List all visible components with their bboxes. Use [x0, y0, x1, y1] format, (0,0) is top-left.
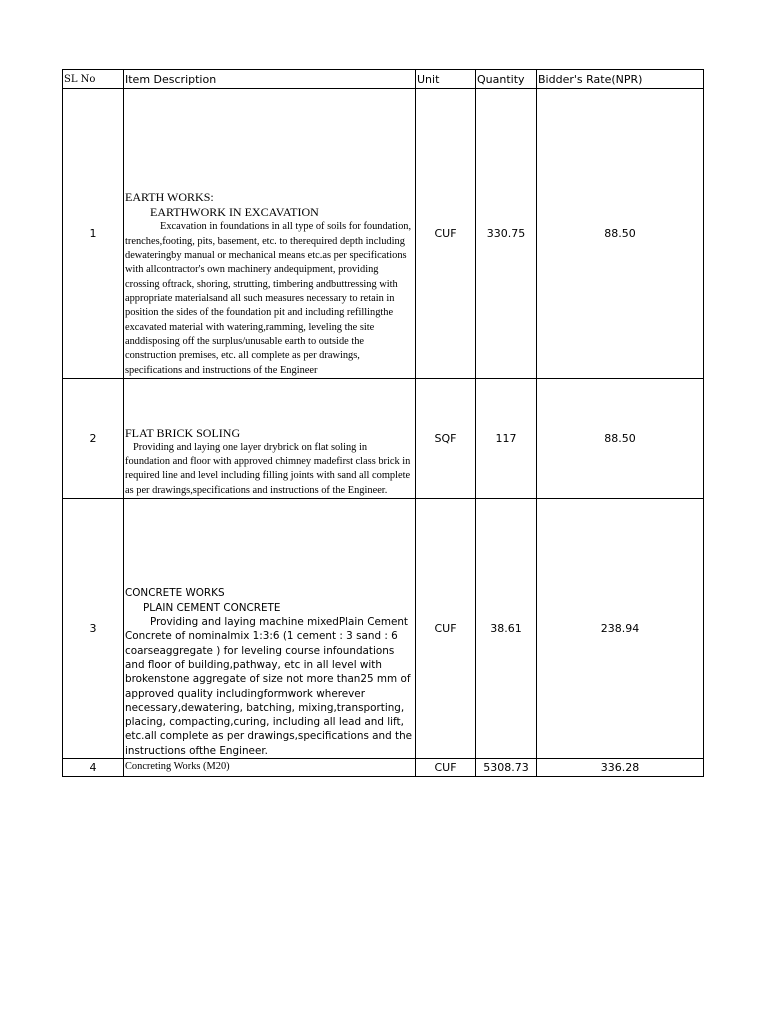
row-rate: 336.28 [537, 759, 704, 777]
header-quantity: Quantity [476, 70, 537, 89]
row-sl-no: 4 [63, 759, 124, 777]
row-unit: CUF [416, 499, 476, 759]
row-sl-no: 2 [63, 379, 124, 499]
row-quantity: 330.75 [476, 89, 537, 379]
row-sl-no: 3 [63, 499, 124, 759]
row-heading: EARTH WORKS: [125, 190, 214, 205]
table-row [63, 759, 704, 777]
row-subheading: PLAIN CEMENT CONCRETE [143, 601, 281, 614]
bill-of-quantities-table [62, 69, 704, 777]
table-row [63, 499, 704, 759]
row-unit: CUF [416, 89, 476, 379]
row-description-cell [124, 499, 416, 759]
row-unit: CUF [416, 759, 476, 777]
header-unit: Unit [416, 70, 476, 89]
row-quantity: 5308.73 [476, 759, 537, 777]
row-sl-no: 1 [63, 89, 124, 379]
row-heading: FLAT BRICK SOLING [125, 425, 241, 440]
row-unit: SQF [416, 379, 476, 499]
header-row [63, 70, 704, 89]
row-rate: 88.50 [537, 89, 704, 379]
table-row [63, 89, 704, 379]
row-description: Providing and laying one layer drybrick on flat soling in foundation and floor with approved chimney madefirst class brick in required line and level including filling joints with sand all complete as per drawings,specifications and instructions of the Engineer. [125, 441, 411, 496]
table-row [63, 379, 704, 499]
row-rate: 88.50 [537, 379, 704, 499]
row-description-cell [124, 379, 416, 499]
row-description: Excavation in foundations in all type of soils for foundation, trenches,footing, pits, basement, etc. to therequired depth including dewateringby manual or mechanical means etc.as per specifications with allcontractor's own machinery andequipment, providing crossing oftrack, shoring, strutting, timbering andbuttressing with appropriate materialsand all such measures necessary to retain in position the sides of the foundation pit and including refillingthe excavated material with watering,ramming, leveling the site anddisposing off the surplus/unusable earth to outside the construction premises, etc. all complete as per drawings, specifications and instructions of the Engineer [125, 221, 412, 376]
row-heading: CONCRETE WORKS [125, 587, 225, 600]
row-heading: Concreting Works (M20) [125, 761, 230, 773]
row-subheading: EARTHWORK IN EXCAVATION [150, 205, 319, 220]
header-sl-no: SL No [63, 70, 124, 89]
row-quantity: 38.61 [476, 499, 537, 759]
row-description-cell [124, 89, 416, 379]
row-quantity: 117 [476, 379, 537, 499]
header-item-description: Item Description [124, 70, 416, 89]
header-rate: Bidder's Rate(NPR) [537, 70, 704, 89]
row-rate: 238.94 [537, 499, 704, 759]
row-description-cell [124, 759, 416, 777]
row-description: Providing and laying machine mixedPlain Cement Concrete of nominalmix 1:3:6 (1 cement : 3 sand : 6 coarseaggregate ) for leveling course infoundations and floor of building,pathway, etc in all level with brokenstone aggregate of size not more than25 mm of approved quality includingformwork wherever necessary,dewatering, batching, mixing,transporting, placing, compacting,curing, including all lead and lift, etc.all complete as per drawings,specifications and the instructions ofthe Engineer. [125, 616, 413, 757]
